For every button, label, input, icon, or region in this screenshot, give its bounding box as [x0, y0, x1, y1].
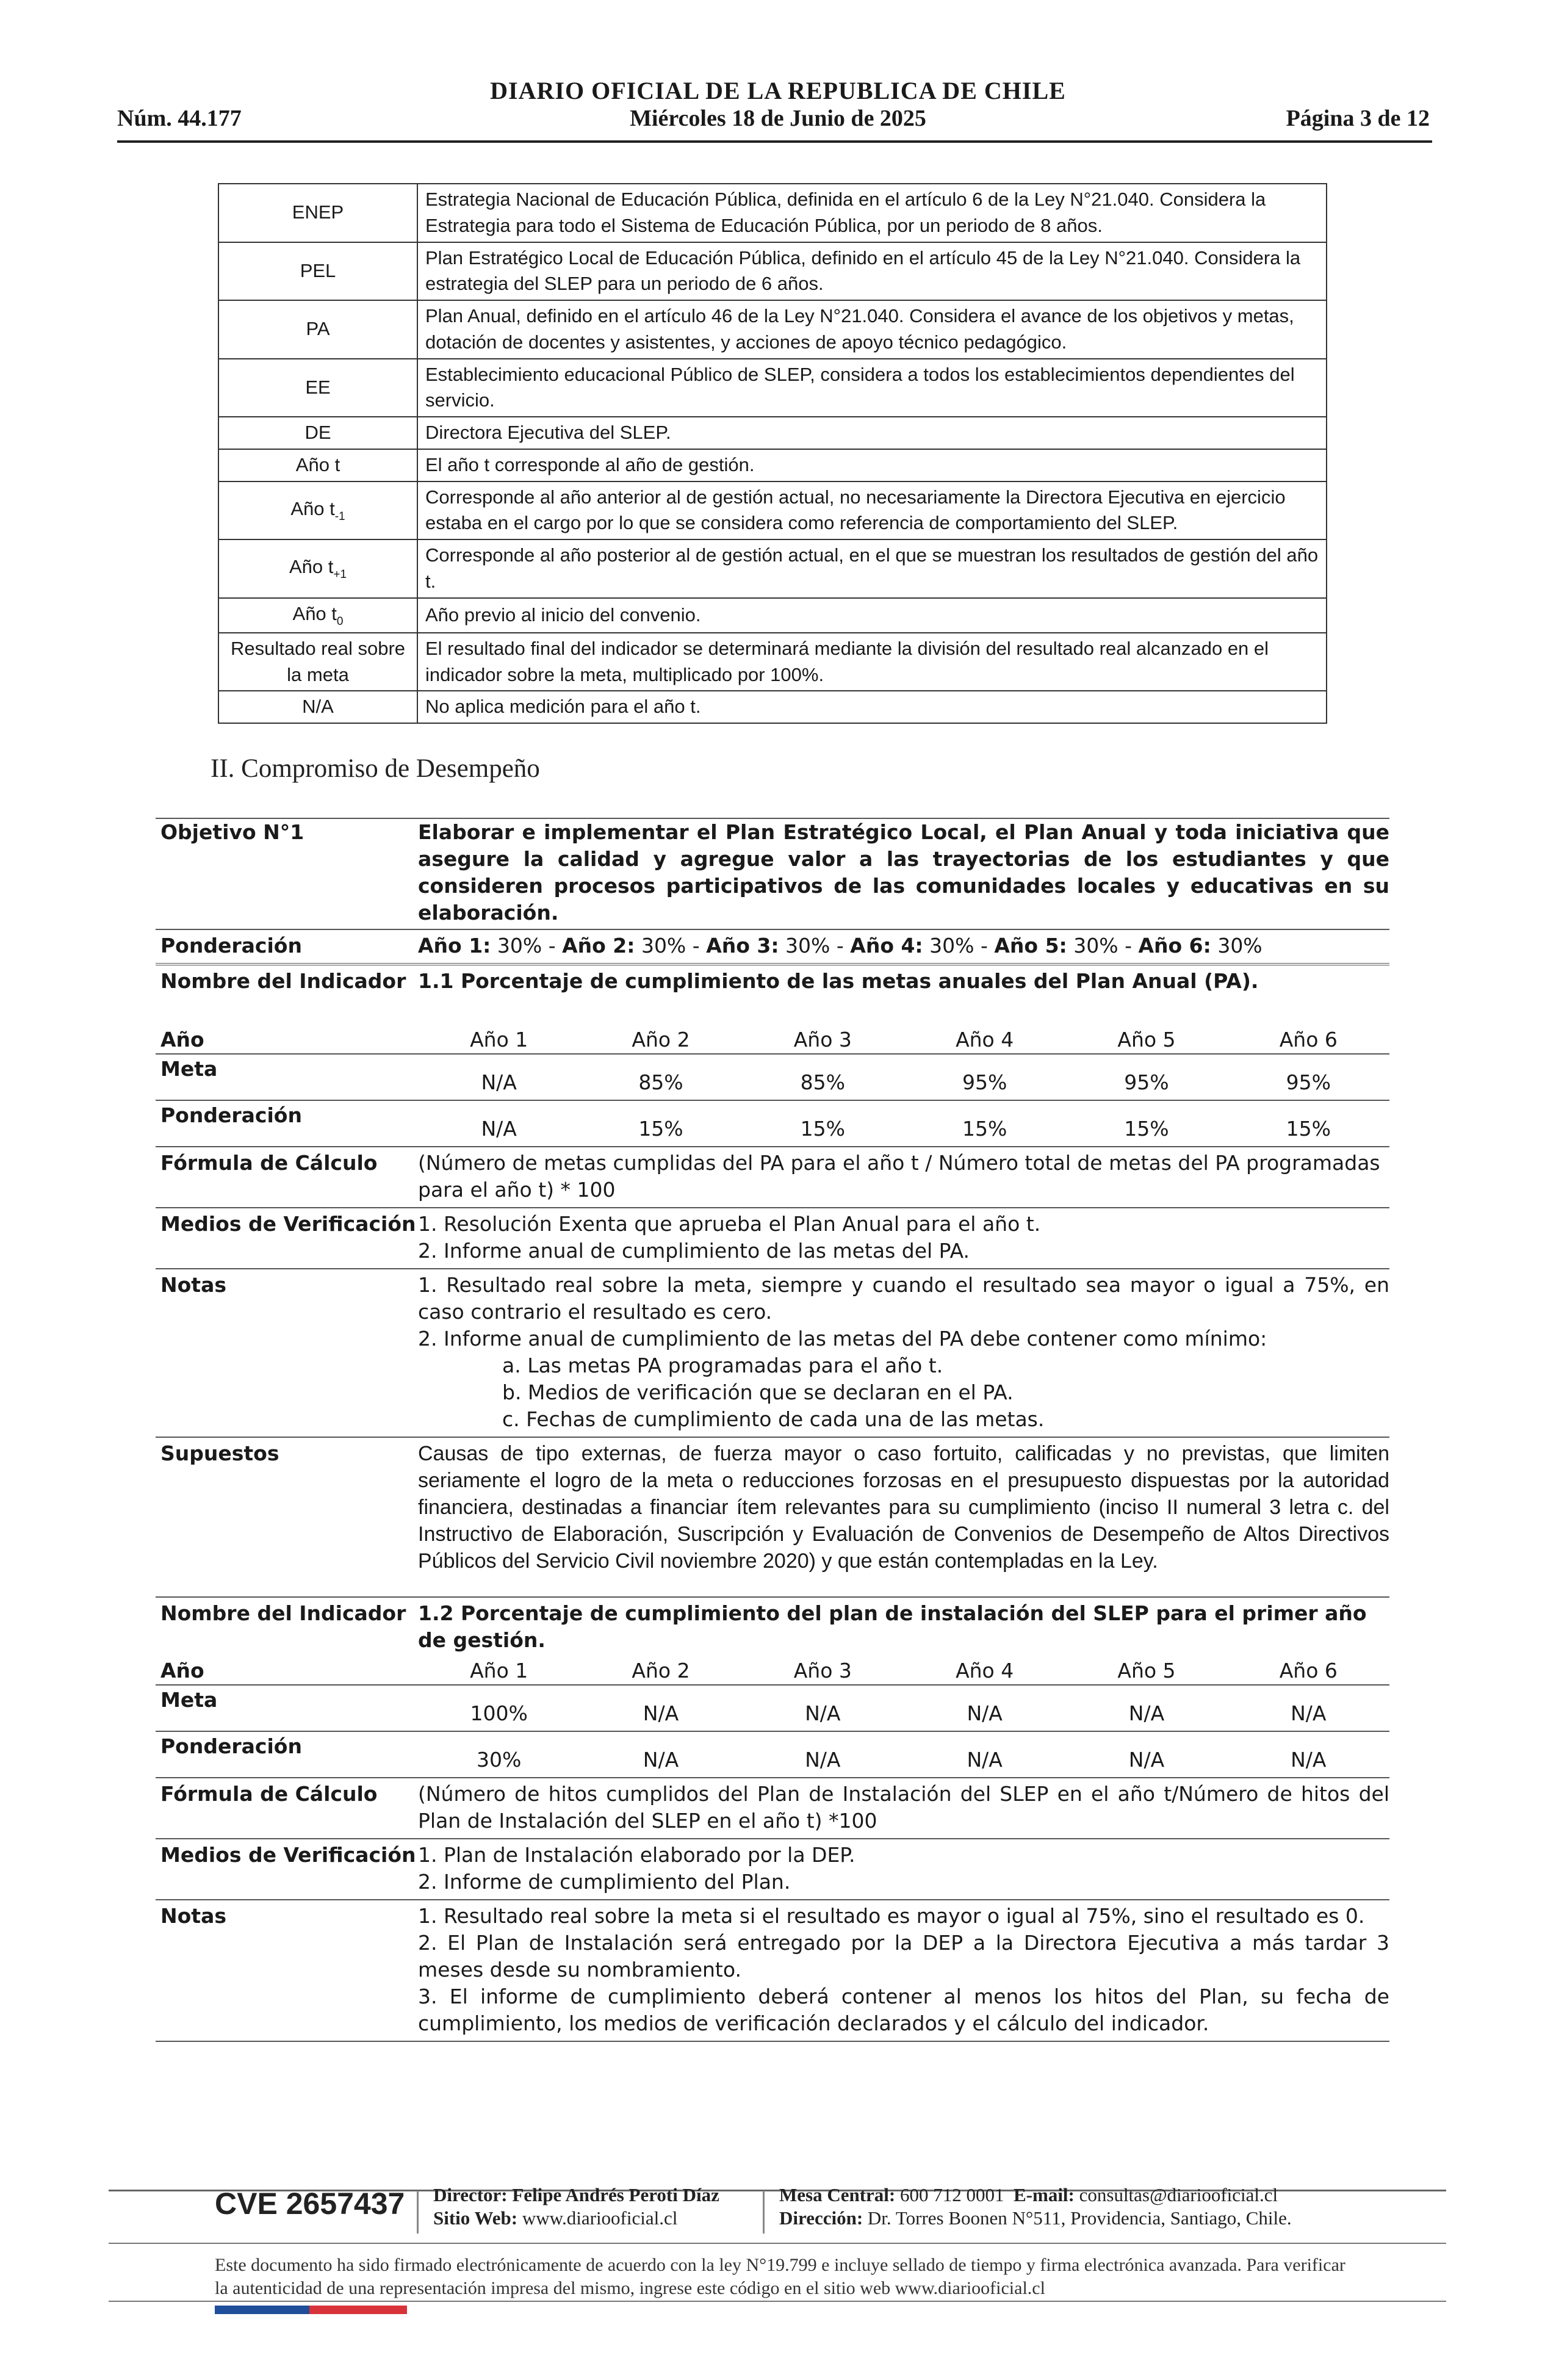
year-cell: Año 6	[1279, 1659, 1338, 1682]
medio-item: 1. Resolución Exenta que aprueba el Plan Anual para el año t.	[418, 1212, 1041, 1236]
director-label: Director:	[433, 2184, 508, 2205]
year-cell: Año 5	[1117, 1028, 1176, 1051]
glossary-term-text: PEL	[300, 259, 336, 281]
indicator2-notas	[418, 1903, 1389, 2037]
glossary-row	[218, 598, 1327, 633]
meta-cell: 100%	[470, 1701, 528, 1725]
weight-cell: 15%	[800, 1117, 845, 1141]
indicator2-weight-label: Ponderación	[160, 1734, 302, 1758]
ponderacion-values	[418, 932, 1389, 959]
meta-cell: 95%	[962, 1070, 1007, 1094]
weight-cell: N/A	[643, 1748, 679, 1772]
glossary-term-subscript: +1	[333, 568, 347, 582]
weight-cell: N/A	[481, 1117, 517, 1141]
glossary-row	[218, 300, 1327, 359]
medio-item: 2. Informe de cumplimiento del Plan.	[418, 1870, 791, 1894]
ponderacion-year: Año 1:	[418, 934, 491, 957]
address: Dr. Torres Boonen N°511, Providencia, Santiago, Chile.	[867, 2207, 1292, 2229]
email-link[interactable]: consultas@diariooficial.cl	[1079, 2184, 1278, 2205]
glossary-definition: Corresponde al año anterior al de gestión actual, no necesariamente la Directora Ejecutiva en ejercicio estaba en el cargo por lo que se considera como referencia de comportamiento del SLEP.	[417, 481, 1327, 540]
ponderacion-separator: -	[542, 934, 563, 957]
indicator1-supuestos-label: Supuestos	[160, 1441, 279, 1465]
glossary-term-text: Resultado real sobre la meta	[230, 637, 406, 685]
legal-notice: Este documento ha sido firmado electrónicamente de acuerdo con la ley N°19.799 e incluye sellado de tiempo y firma electrónica avanzada. Para verificar la autenticidad de una representación impresa del mismo, ingrese este código en el sitio web www.diariooficial.cl	[215, 2255, 1345, 2298]
ponderacion-year: Año 4:	[850, 934, 923, 957]
ponderacion-value: 30%	[923, 934, 974, 957]
indicator1-formula-label: Fórmula de Cálculo	[160, 1151, 378, 1175]
weight-cell: 15%	[962, 1117, 1007, 1141]
ponderacion-value: 30%	[635, 934, 686, 957]
indicator1-formula-row	[156, 1146, 1389, 1207]
year-cell: Año 1	[470, 1028, 528, 1051]
indicator1-notas	[418, 1272, 1389, 1433]
nota-subitem: a. Las metas PA programadas para el año t.	[502, 1354, 943, 1377]
glossary-definition: Estrategia Nacional de Educación Pública, definida en el artículo 6 de la Ley N°21.040. Considera la Estrategia para todo el Sistema de Educación Pública, por un periodo de 8 años.	[417, 184, 1327, 242]
glossary-term-text: PA	[306, 318, 330, 340]
ponderacion-value: 30%	[1067, 934, 1118, 957]
meta-cell: N/A	[805, 1701, 841, 1725]
glossary-term	[218, 417, 417, 449]
indicator1-medios	[418, 1211, 1389, 1264]
year-cell: Año 3	[793, 1659, 852, 1682]
weight-cell: 30%	[476, 1748, 522, 1772]
ponderacion-year: Año 2:	[562, 934, 635, 957]
medio-item: 1. Plan de Instalación elaborado por la DEP.	[418, 1843, 855, 1867]
nota-item: 2. Informe anual de cumplimiento de las metas del PA debe contener como mínimo:	[418, 1327, 1267, 1350]
indicator1-meta-label: Meta	[160, 1057, 218, 1081]
indicator2-years-row	[156, 1657, 1389, 1684]
indicator2-formula-row	[156, 1777, 1389, 1838]
ponderacion-year: Año 3:	[706, 934, 779, 957]
glossary-term	[218, 598, 417, 633]
objective-label: Objetivo N°1	[160, 820, 304, 844]
issue-date: Miércoles 18 de Junio de 2025	[630, 106, 926, 131]
glossary-term-text: Año t	[292, 602, 337, 624]
indicator2-formula: (Número de hitos cumplidos del Plan de Instalación del SLEP en el año t/Número de hitos del Plan de Instalación del SLEP en el año t) *100	[418, 1782, 1389, 1833]
section-title: II. Compromiso de Desempeño	[211, 754, 540, 783]
glossary-term	[218, 691, 417, 723]
indicator1-formula: (Número de metas cumplidas del PA para el año t / Número total de metas del PA programadas para el año t) * 100	[418, 1151, 1380, 1202]
glossary-row	[218, 481, 1327, 540]
nota-item: 2. El Plan de Instalación será entregado por la DEP a la Directora Ejecutiva a más tardar 3 meses desde su nombramiento.	[418, 1931, 1389, 1982]
glossary-definition: Plan Estratégico Local de Educación Pública, definido en el artículo 45 de la Ley N°21.040. Considera la estrategia del SLEP para un periodo de 6 años.	[417, 242, 1327, 301]
footer-divider-3	[109, 2301, 1446, 2302]
year-cell: Año 3	[793, 1028, 852, 1051]
web-link[interactable]: www.diariooficial.cl	[522, 2207, 678, 2229]
web-label: Sitio Web:	[433, 2207, 518, 2229]
medio-item: 2. Informe anual de cumplimiento de las metas del PA.	[418, 1239, 970, 1263]
objective-row	[156, 818, 1389, 929]
indicator1-notas-row	[156, 1268, 1389, 1437]
indicator1-years-row	[156, 1026, 1389, 1053]
mesa-label: Mesa Central:	[779, 2184, 896, 2205]
indicator1-year-label: Año	[160, 1028, 204, 1051]
meta-cell: 85%	[638, 1070, 683, 1094]
footer-contact-block	[779, 2183, 1292, 2230]
ponderacion-value: 30%	[1211, 934, 1262, 957]
indicator2-medios	[418, 1842, 1389, 1895]
flag-stripe-blue	[215, 2306, 309, 2314]
cve-code: CVE 2657437	[215, 2187, 405, 2221]
indicator1-supuestos-row	[156, 1437, 1389, 1578]
glossary-row	[218, 691, 1327, 723]
indicator2-medios-label: Medios de Verificación	[160, 1843, 416, 1867]
ponderacion-separator: -	[686, 934, 707, 957]
indicator1-medios-label: Medios de Verificación	[160, 1212, 416, 1236]
indicator2-medios-row	[156, 1838, 1389, 1899]
indicator1-supuestos: Causas de tipo externas, de fuerza mayor o caso fortuito, calificadas y no previstas, que limiten seriamente el logro de la meta o reducciones forzosas en el presupuesto dispuestas por la autoridad financiera, destinadas a financiar ítem relevantes para su cumplimiento (inciso II numeral 3 letra c. del Instructivo de Elaboración, Suscripción y Evaluación de Convenios de Desempeño de Altos Directivos Públicos del Servicio Civil noviembre 2020) y que están contempladas en la Ley.	[418, 1442, 1389, 1573]
indicator2-years	[418, 1657, 1389, 1684]
indicator2-notas-row	[156, 1899, 1389, 2042]
glossary-row	[218, 359, 1327, 417]
ponderacion-separator: -	[830, 934, 851, 957]
director-name: Felipe Andrés Peroti Díaz	[512, 2184, 719, 2205]
glossary-term-text: N/A	[302, 696, 334, 718]
meta-cell: 95%	[1286, 1070, 1331, 1094]
glossary-definition: Corresponde al año posterior al de gestión actual, en el que se muestran los resultados de gestión del año t.	[417, 539, 1327, 598]
weight-cell: N/A	[805, 1748, 841, 1772]
weight-cell: 15%	[638, 1117, 683, 1141]
glossary-term	[218, 481, 417, 540]
meta-cell: N/A	[1291, 1701, 1327, 1725]
indicator1-weight-row	[156, 1100, 1389, 1146]
year-cell: Año 1	[470, 1659, 528, 1682]
indicator2-year-label: Año	[160, 1659, 204, 1682]
meta-cell: 85%	[800, 1070, 845, 1094]
address-label: Dirección:	[779, 2207, 863, 2229]
glossary-row	[218, 633, 1327, 691]
footer-separator	[763, 2191, 765, 2234]
glossary-definition: No aplica medición para el año t.	[417, 691, 1327, 723]
glossary-term	[218, 449, 417, 481]
indicator1-weight-label: Ponderación	[160, 1103, 302, 1127]
indicator2-meta-row	[156, 1684, 1389, 1731]
issue-number: Núm. 44.177	[117, 106, 242, 131]
footer-divider-2	[109, 2243, 1446, 2244]
nota-subitem: b. Medios de verificación que se declaran en el PA.	[502, 1380, 1014, 1404]
performance-commitment	[156, 818, 1389, 2042]
indicator2-meta-label: Meta	[160, 1688, 218, 1712]
indicator1-medios-row	[156, 1207, 1389, 1268]
year-cell: Año 4	[956, 1659, 1014, 1682]
meta-cell: N/A	[967, 1701, 1003, 1725]
mesa-phone: 600 712 0001	[900, 2184, 1004, 2205]
glossary-table	[218, 183, 1327, 724]
indicator1-name: 1.1 Porcentaje de cumplimiento de las metas anuales del Plan Anual (PA).	[418, 969, 1259, 993]
glossary-row	[218, 539, 1327, 598]
glossary-term	[218, 300, 417, 359]
year-cell: Año 2	[632, 1659, 690, 1682]
indicator2-name: 1.2 Porcentaje de cumplimiento del plan de instalación del SLEP para el primer año de gestión.	[418, 1601, 1367, 1652]
weight-cell: N/A	[1291, 1748, 1327, 1772]
indicator2-weight-values	[418, 1732, 1389, 1777]
meta-cell: N/A	[1128, 1701, 1165, 1725]
nota-item: 1. Resultado real sobre la meta si el resultado es mayor o igual al 75%, sino el resultado es 0.	[418, 1904, 1365, 1928]
nota-item: 3. El informe de cumplimiento deberá contener al menos los hitos del Plan, su fecha de cumplimiento, los medios de verificación declarados y el cálculo del indicador.	[418, 1985, 1389, 2035]
indicator2-notas-label: Notas	[160, 1904, 226, 1928]
year-cell: Año 2	[632, 1028, 690, 1051]
nota-subitem: c. Fechas de cumplimiento de cada una de las metas.	[502, 1407, 1045, 1431]
ponderacion-value: 30%	[779, 934, 830, 957]
meta-cell: N/A	[481, 1070, 517, 1094]
indicator2-meta-values	[418, 1686, 1389, 1731]
indicator1-name-label: Nombre del Indicador	[160, 969, 406, 993]
nota-item: 1. Resultado real sobre la meta, siempre y cuando el resultado sea mayor o igual a 75%, en caso contrario el resultado es cero.	[418, 1273, 1389, 1324]
glossary-definition: Plan Anual, definido en el artículo 46 de la Ley N°21.040. Considera el avance de los objetivos y metas, dotación de docentes y asistentes, y acciones de apoyo técnico pedagógico.	[417, 300, 1327, 359]
page-number: Página 3 de 12	[1286, 106, 1430, 131]
glossary-term-subscript: -1	[334, 510, 345, 523]
glossary-definition: El año t corresponde al año de gestión.	[417, 449, 1327, 481]
glossary-row	[218, 184, 1327, 242]
footer-director-block	[433, 2183, 719, 2230]
objective-text: Elaborar e implementar el Plan Estratégico Local, el Plan Anual y toda iniciativa que asegure la calidad y agregue valor a las trayectorias de los estudiantes y que consideren procesos participativos de las comunidades locales y educativas en su elaboración.	[418, 820, 1389, 925]
indicator1-notas-label: Notas	[160, 1273, 226, 1297]
indicator2-name-row	[156, 1596, 1389, 1657]
indicator1-years	[418, 1026, 1389, 1053]
indicator2-weight-row	[156, 1731, 1389, 1777]
year-cell: Año 4	[956, 1028, 1014, 1051]
meta-cell: N/A	[643, 1701, 679, 1725]
weight-cell: N/A	[967, 1748, 1003, 1772]
year-cell: Año 5	[1117, 1659, 1176, 1682]
indicator2-formula-label: Fórmula de Cálculo	[160, 1782, 378, 1806]
email-label: E-mail:	[1014, 2184, 1075, 2205]
flag-stripe-red	[309, 2306, 407, 2314]
glossary-term-text: Año t	[290, 497, 335, 519]
weight-cell: 15%	[1124, 1117, 1169, 1141]
footer-separator	[417, 2191, 419, 2234]
meta-cell: 95%	[1124, 1070, 1169, 1094]
indicator2-name-label: Nombre del Indicador	[160, 1601, 406, 1625]
glossary-term-text: Año t	[295, 453, 340, 475]
ponderacion-row	[156, 929, 1389, 963]
glossary-definition: Establecimiento educacional Público de SLEP, considera a todos los establecimientos dependientes del servicio.	[417, 359, 1327, 417]
glossary-term	[218, 539, 417, 598]
ponderacion-year: Año 6:	[1138, 934, 1211, 957]
glossary-definition: El resultado final del indicador se determinará mediante la división del resultado real alcanzado en el indicador sobre la meta, multiplicado por 100%.	[417, 633, 1327, 691]
indicator1-name-row	[156, 963, 1389, 998]
glossary-row	[218, 417, 1327, 449]
ponderacion-separator: -	[1118, 934, 1139, 957]
ponderacion-label: Ponderación	[160, 934, 302, 957]
newspaper-title: DIARIO OFICIAL DE LA REPUBLICA DE CHILE	[490, 77, 1066, 104]
glossary-term-text: Año t	[289, 556, 334, 578]
glossary-row	[218, 449, 1327, 481]
glossary-term-text: EE	[305, 376, 331, 398]
indicator1-meta-row	[156, 1053, 1389, 1100]
glossary-term-text: ENEP	[292, 201, 344, 223]
glossary-term	[218, 184, 417, 242]
ponderacion-year: Año 5:	[994, 934, 1067, 957]
glossary-term	[218, 633, 417, 691]
glossary-term-text: DE	[304, 422, 331, 444]
glossary-term	[218, 242, 417, 301]
glossary-term-subscript: 0	[336, 615, 344, 628]
indicator1-weight-values	[418, 1101, 1389, 1146]
header-divider	[117, 140, 1432, 143]
glossary-definition: Año previo al inicio del convenio.	[417, 598, 1327, 633]
weight-cell: 15%	[1286, 1117, 1331, 1141]
indicator1-meta-values	[418, 1055, 1389, 1100]
weight-cell: N/A	[1128, 1748, 1165, 1772]
ponderacion-value: 30%	[491, 934, 542, 957]
glossary-row	[218, 242, 1327, 301]
year-cell: Año 6	[1279, 1028, 1338, 1051]
glossary-term	[218, 359, 417, 417]
glossary-definition: Directora Ejecutiva del SLEP.	[417, 417, 1327, 449]
ponderacion-separator: -	[974, 934, 995, 957]
